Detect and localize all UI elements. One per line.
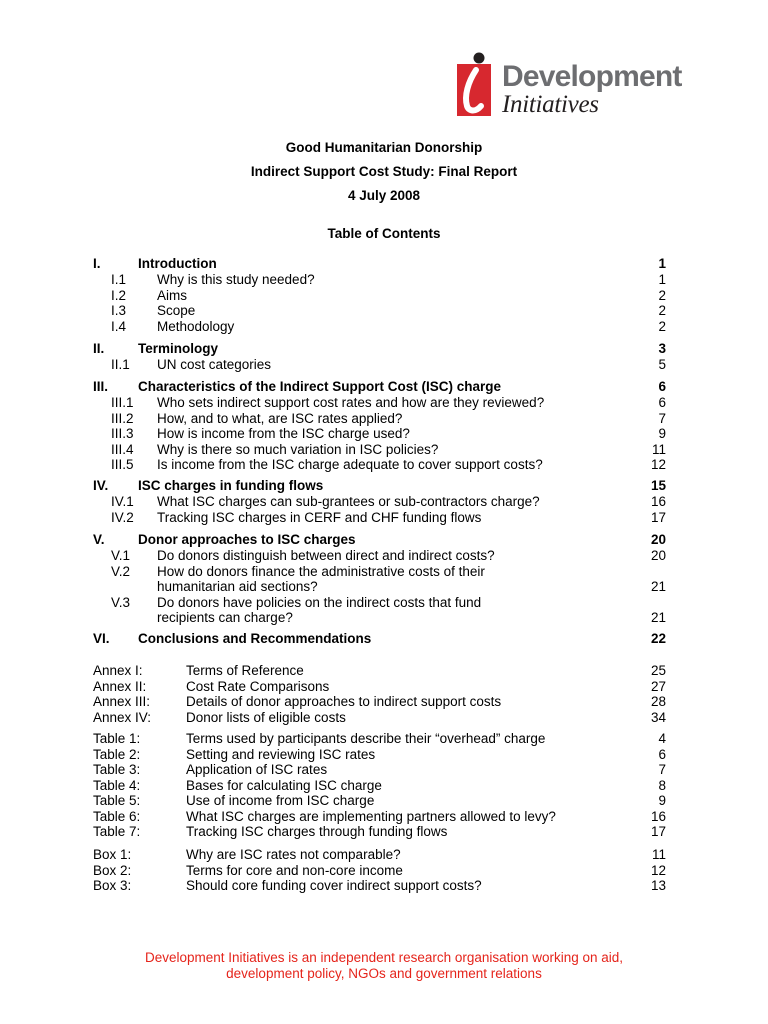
- table-title: Use of income from ISC charge: [186, 793, 375, 808]
- box-label: Box 1:: [93, 847, 132, 862]
- table-title: Bases for calculating ISC charge: [186, 777, 382, 793]
- annex-row[interactable]: [0, 694, 768, 710]
- table-title: Application of ISC rates: [186, 762, 328, 777]
- subsection-title: How is income from the ISC charge used?: [157, 426, 410, 441]
- subsection-number: III.2: [111, 410, 134, 426]
- box-page: 13: [650, 878, 666, 893]
- section-page: 20: [650, 532, 666, 547]
- subsection-number: I.1: [111, 272, 127, 287]
- table-label: Table 4:: [93, 777, 141, 793]
- box-label: Box 3:: [93, 878, 132, 893]
- subsection-number: IV.1: [111, 494, 134, 509]
- subsection-number: III.3: [111, 426, 134, 441]
- subsection-title: How, and to what, are ISC rates applied?: [157, 410, 403, 426]
- box-row[interactable]: [0, 863, 768, 879]
- toc-subsection-row[interactable]: [0, 426, 768, 442]
- section-page: 6: [658, 379, 666, 394]
- subsection-title: Aims: [157, 287, 187, 303]
- subsection-title: Why is there so much variation in ISC policies?: [157, 441, 439, 457]
- toc-subsection-row[interactable]: [0, 457, 768, 473]
- subsection-number: I.3: [111, 303, 127, 318]
- subsection-title: Is income from the ISC charge adequate to cover support costs?: [157, 457, 543, 472]
- annex-title: Details of donor approaches to indirect support costs: [186, 694, 502, 709]
- subsection-number: I.4: [111, 318, 127, 334]
- subsection-page: 20: [650, 548, 666, 563]
- section-title: Conclusions and Recommendations: [138, 631, 372, 646]
- box-row[interactable]: [0, 878, 768, 894]
- table-label: Table 5:: [93, 793, 141, 808]
- annex-page: 25: [650, 663, 666, 678]
- annex-label: Annex II:: [93, 678, 147, 694]
- table-page: 16: [650, 808, 666, 824]
- section-page: 3: [658, 341, 666, 356]
- report-date: 4 July 2008: [347, 188, 421, 203]
- section-number: IV.: [93, 478, 109, 493]
- annex-title: Donor lists of eligible costs: [186, 709, 346, 725]
- subsection-page: 21: [650, 579, 666, 594]
- report-series-title: Good Humanitarian Donorship: [285, 140, 483, 155]
- section-page: 1: [658, 256, 666, 271]
- subsection-number: V.1: [111, 548, 131, 563]
- table-row[interactable]: [0, 809, 768, 825]
- subsection-number: V.3: [111, 594, 131, 610]
- toc-section-row[interactable]: [0, 478, 768, 494]
- table-label: Table 1:: [93, 731, 141, 746]
- toc-subsection-row[interactable]: [0, 357, 768, 373]
- table-title: Tracking ISC charges through funding flows: [186, 824, 448, 839]
- box-title: Why are ISC rates not comparable?: [186, 847, 401, 862]
- subsection-title: Scope: [157, 303, 196, 318]
- table-row[interactable]: [0, 747, 768, 763]
- table-row[interactable]: [0, 793, 768, 809]
- toc-subsection-row[interactable]: [0, 595, 768, 611]
- table-page: 6: [658, 746, 666, 762]
- box-title: Should core funding cover indirect support costs?: [186, 878, 482, 893]
- toc-subsection-row[interactable]: [0, 548, 768, 564]
- table-label: Table 7:: [93, 824, 141, 839]
- subsection-page: 2: [658, 303, 666, 318]
- annex-label: Annex III:: [93, 694, 151, 709]
- annex-row[interactable]: [0, 679, 768, 695]
- box-page: 12: [650, 862, 666, 878]
- logo-text-development: Development: [502, 60, 682, 93]
- subsection-page: 1: [658, 272, 666, 287]
- section-title: ISC charges in funding flows: [138, 478, 324, 493]
- annex-page: 28: [650, 694, 666, 709]
- subsection-page: 9: [658, 426, 666, 441]
- toc-section-row[interactable]: [0, 532, 768, 548]
- annex-row[interactable]: [0, 710, 768, 726]
- subsection-title: UN cost categories: [157, 357, 272, 372]
- section-title: Characteristics of the Indirect Support Cost (ISC) charge: [138, 379, 502, 394]
- section-page: 22: [650, 631, 666, 646]
- section-title: Terminology: [138, 341, 219, 356]
- subsection-title: Methodology: [157, 318, 235, 334]
- table-title: Setting and reviewing ISC rates: [186, 746, 376, 762]
- toc-section-row[interactable]: [0, 341, 768, 357]
- box-row[interactable]: [0, 847, 768, 863]
- subsection-title: How do donors finance the administrative costs of their: [157, 563, 485, 579]
- box-title: Terms for core and non-core income: [186, 862, 403, 878]
- table-label: Table 6:: [93, 808, 141, 824]
- development-initiatives-logo: [454, 52, 682, 122]
- annex-page: 34: [650, 709, 666, 725]
- footer-line-2: development policy, NGOs and government relations: [226, 966, 542, 981]
- toc-subsection-row[interactable]: [0, 303, 768, 319]
- section-number: VI.: [93, 631, 110, 646]
- subsection-number: V.2: [111, 563, 131, 579]
- subsection-title-cont: recipients can charge?: [157, 610, 293, 625]
- toc-subsection-row[interactable]: [0, 288, 768, 304]
- box-page: 11: [651, 847, 666, 862]
- subsection-page: 11: [651, 441, 666, 457]
- box-label: Box 2:: [93, 862, 132, 878]
- table-row[interactable]: [0, 762, 768, 778]
- subsection-page: 5: [658, 357, 666, 372]
- table-title: Terms used by participants describe their “overhead” charge: [186, 731, 546, 746]
- subsection-title: What ISC charges can sub-grantees or sub-contractors charge?: [157, 494, 540, 509]
- toc-subsection-row[interactable]: [0, 272, 768, 288]
- table-page: 8: [658, 777, 666, 793]
- subsection-title: Do donors have policies on the indirect costs that fund: [157, 594, 482, 610]
- toc-section-row[interactable]: [0, 379, 768, 395]
- toc-subsection-row[interactable]: [0, 319, 768, 335]
- logo-i-icon: [454, 52, 498, 118]
- subsection-page: 21: [650, 610, 666, 625]
- section-page: 15: [650, 478, 666, 493]
- subsection-page: 2: [658, 287, 666, 303]
- toc-section-row[interactable]: [0, 256, 768, 272]
- subsection-number: III.5: [111, 457, 134, 472]
- section-title: Introduction: [138, 256, 217, 271]
- table-row[interactable]: [0, 778, 768, 794]
- toc-heading: Table of Contents: [327, 226, 441, 241]
- subsection-page: 17: [650, 509, 666, 525]
- table-row[interactable]: [0, 824, 768, 840]
- table-row[interactable]: [0, 731, 768, 747]
- toc-subsection-row[interactable]: [0, 442, 768, 458]
- toc-subsection-row[interactable]: [0, 494, 768, 510]
- logo-text-initiatives: Initiatives: [502, 91, 599, 118]
- table-page: 9: [658, 793, 666, 808]
- table-label: Table 2:: [93, 746, 141, 762]
- table-title: What ISC charges are implementing partners allowed to levy?: [186, 808, 556, 824]
- report-title: Indirect Support Cost Study: Final Report: [250, 164, 518, 179]
- table-label: Table 3:: [93, 762, 141, 777]
- section-number: I.: [93, 256, 101, 271]
- subsection-title: Do donors distinguish between direct and indirect costs?: [157, 548, 495, 563]
- toc-subsection-row-cont[interactable]: [0, 610, 768, 626]
- subsection-page: 16: [650, 494, 666, 509]
- section-number: II.: [93, 341, 105, 356]
- annex-row[interactable]: [0, 663, 768, 679]
- toc-subsection-row-cont[interactable]: [0, 579, 768, 595]
- subsection-number: III.1: [111, 395, 134, 410]
- annex-page: 27: [650, 678, 666, 694]
- subsection-title: Why is this study needed?: [157, 272, 315, 287]
- annex-title: Terms of Reference: [186, 663, 304, 678]
- subsection-number: II.1: [111, 357, 130, 372]
- section-title: Donor approaches to ISC charges: [138, 532, 356, 547]
- subsection-page: 12: [650, 457, 666, 472]
- toc-subsection-row[interactable]: [0, 411, 768, 427]
- annex-label: Annex IV:: [93, 709, 152, 725]
- table-page: 4: [658, 731, 666, 746]
- subsection-title: Who sets indirect support cost rates and how are they reviewed?: [157, 395, 545, 410]
- subsection-number: III.4: [111, 441, 134, 457]
- annex-label: Annex I:: [93, 663, 143, 678]
- subsection-page: 6: [658, 395, 666, 410]
- subsection-title-cont: humanitarian aid sections?: [157, 579, 318, 594]
- subsection-number: IV.2: [111, 509, 134, 525]
- table-page: 7: [658, 762, 666, 777]
- section-number: V.: [93, 532, 105, 547]
- subsection-page: 7: [658, 410, 666, 426]
- annex-title: Cost Rate Comparisons: [186, 678, 330, 694]
- toc-subsection-row[interactable]: [0, 564, 768, 580]
- subsection-page: 2: [658, 318, 666, 334]
- toc-subsection-row[interactable]: [0, 510, 768, 526]
- section-number: III.: [93, 379, 109, 394]
- toc-section-row[interactable]: [0, 631, 768, 647]
- footer-line-1: Development Initiatives is an independent research organisation working on aid,: [144, 950, 624, 965]
- subsection-number: I.2: [111, 287, 127, 303]
- subsection-title: Tracking ISC charges in CERF and CHF funding flows: [157, 509, 482, 525]
- table-page: 17: [650, 824, 666, 839]
- toc-subsection-row[interactable]: [0, 395, 768, 411]
